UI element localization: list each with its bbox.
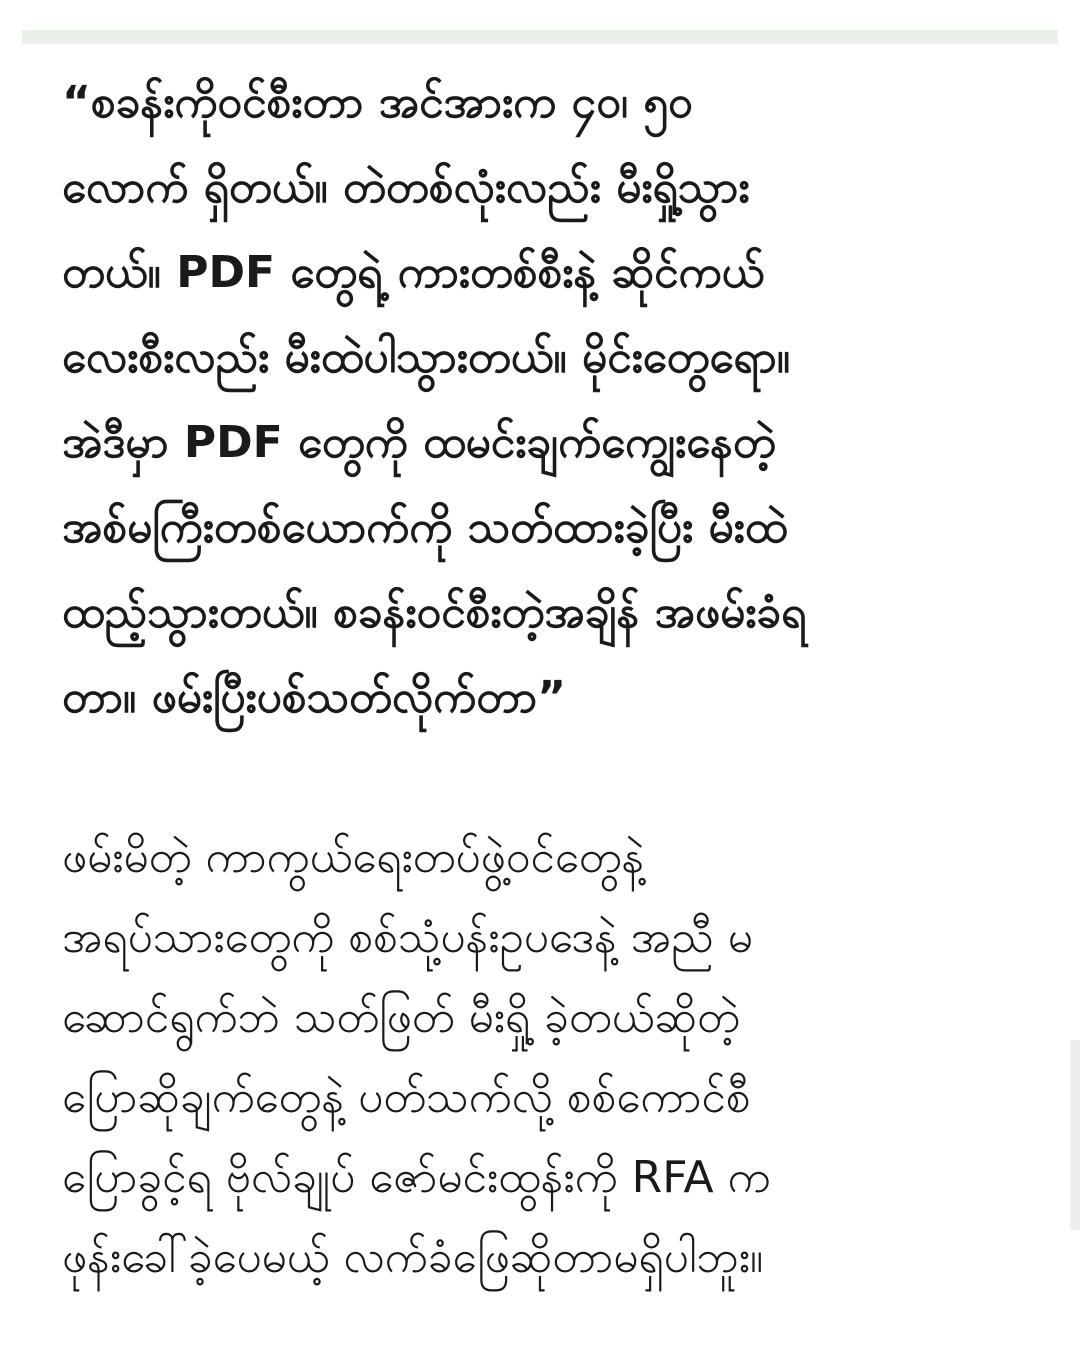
quote-line: လေးစီးလည်း မီးထဲပါသွားတယ်။ မိုင်းတွေရော။ xyxy=(62,332,791,383)
paragraph-line: ဖမ်းမိတဲ့ ကာကွယ်ရေးတပ်ဖွဲ့ဝင်တွေနဲ့ xyxy=(62,832,645,883)
scrollbar[interactable] xyxy=(1070,1040,1080,1230)
body-paragraph xyxy=(62,818,771,1298)
paragraph-line: ဖုန်းခေါ်ခဲ့ပေမယ့် လက်ခံဖြေဆိုတာမရှိပါဘူး။ xyxy=(62,1232,764,1283)
top-divider-bar xyxy=(22,30,1058,44)
quote-line: လောက် ရှိတယ်။ တဲတစ်လုံးလည်း မီးရှို့သွား xyxy=(62,162,750,213)
paragraph-line: ပြောဆိုချက်တွေနဲ့ ပတ်သက်လို့ စစ်ကောင်စီ xyxy=(62,1072,751,1123)
quote-line: အဲဒီမှာ PDF တွေကို ထမင်းချက်ကျွေးနေတဲ့ xyxy=(62,417,776,468)
quote-line: အစ်မကြီးတစ်ယောက်ကို သတ်ထားခဲ့ပြီး မီးထဲ xyxy=(62,502,788,553)
quote-line: ထည့်သွားတယ်။ စခန်းဝင်စီးတဲ့အချိန် အဖမ်းခံရ xyxy=(62,587,807,638)
paragraph-line: အရပ်သားတွေကို စစ်သုံ့ပန်းဥပဒေနဲ့ အညီ မ xyxy=(62,912,753,963)
paragraph-line: ဆောင်ရွက်ဘဲ သတ်ဖြတ် မီးရှို့ ခဲ့တယ်ဆိုတဲ့ xyxy=(62,992,740,1043)
quote-line: တယ်။ PDF တွေရဲ့ ကားတစ်စီးနဲ့ ဆိုင်ကယ် xyxy=(62,247,765,298)
quote-block xyxy=(62,60,1042,740)
paragraph-line: ပြောခွင့်ရ ဗိုလ်ချုပ် ဇော်မင်းထွန်းကို RFA က xyxy=(62,1152,771,1203)
quote-line: “စခန်းကိုဝင်စီးတာ အင်အားက ၄၀၊ ၅၀ xyxy=(62,77,693,128)
quote-line: တာ။ ဖမ်းပြီးပစ်သတ်လိုက်တာ” xyxy=(62,672,567,723)
article-body xyxy=(62,60,1042,1283)
